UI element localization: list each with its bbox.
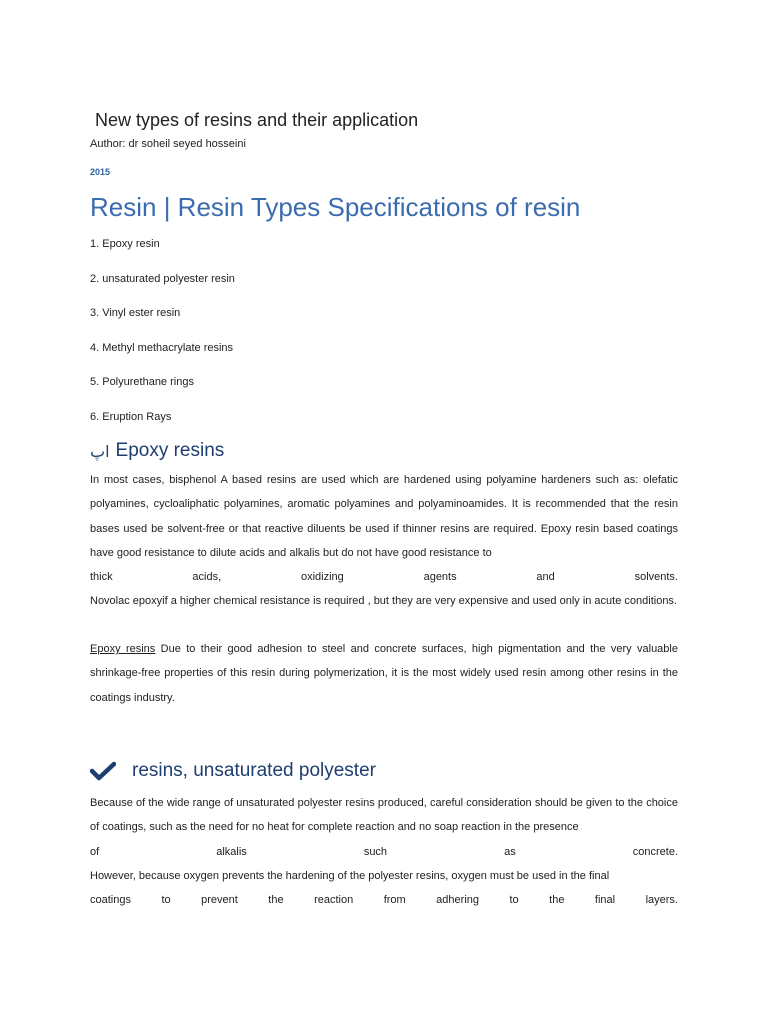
document-year: 2015 <box>90 167 111 177</box>
polyester-para2-justified-line: coatings to prevent the reaction from adhering to the final layers. <box>90 894 678 907</box>
epoxy-resins-link[interactable]: Epoxy resins <box>90 643 156 655</box>
document-title: New types of resins and their application <box>95 110 419 130</box>
list-item: 6. Eruption Rays <box>90 410 172 423</box>
epoxy-heading-prefix: اپ <box>90 441 110 461</box>
polyester-para1-text: Because of the wide range of unsaturated polyester resins produced, careful consideration should be given to the choice of coatings, such as the need for no heat for complete reaction and no soap reaction in the presence <box>90 797 678 834</box>
polyester-heading <box>90 760 376 782</box>
main-heading: Resin | Resin Types Specifications of resin <box>90 192 581 222</box>
epoxy-para1-novolac: Novolac epoxyif a higher chemical resistance is required , but they are very expensive and used only in acute conditions. <box>90 595 677 608</box>
document-author: Author: dr soheil seyed hosseini <box>90 138 246 150</box>
list-item: 2. unsaturated polyester resin <box>90 272 235 285</box>
resin-types-list <box>90 236 235 444</box>
list-item: 1. Epoxy resin <box>90 238 160 250</box>
list-item: 5. Polyurethane rings <box>90 376 194 389</box>
epoxy-heading-text: Epoxy resins <box>115 440 225 461</box>
polyester-heading-text: resins, unsaturated polyester <box>132 760 376 781</box>
polyester-para1-justified-line: of alkalis such as concrete. <box>90 845 678 858</box>
polyester-paragraph <box>90 791 678 912</box>
epoxy-para2-text: Due to their good adhesion to steel and concrete surfaces, high pigmentation and the very valuable shrinkage-free properties of this resin during polymerization, it is the most widely used resin among other resins in the coatings industry. <box>90 643 678 704</box>
epoxy-paragraph-2 <box>90 637 678 710</box>
check-icon <box>90 761 120 781</box>
epoxy-para1-text: In most cases, bisphenol A based resins are used which are hardened using polyamine hardeners such as: olefatic polyamines, cycloaliphatic polyamines, aromatic polyamines and polyaminoamides. It is recommended that the resin bases used be solvent-free or that reactive diluents be used if thinner resins are required. Epoxy resin based coatings have good resistance to dilute acids and alkalis but do not have good resistance to <box>90 474 678 559</box>
epoxy-paragraph-1 <box>90 468 678 614</box>
epoxy-heading <box>90 440 224 462</box>
polyester-para2-text: However, because oxygen prevents the hardening of the polyester resins, oxygen must be used in the final <box>90 869 610 882</box>
list-item: 3. Vinyl ester resin <box>90 307 181 320</box>
epoxy-para1-justified-line: thick acids, oxidizing agents and solvents. <box>90 571 678 584</box>
list-item: 4. Methyl methacrylate resins <box>90 341 234 354</box>
